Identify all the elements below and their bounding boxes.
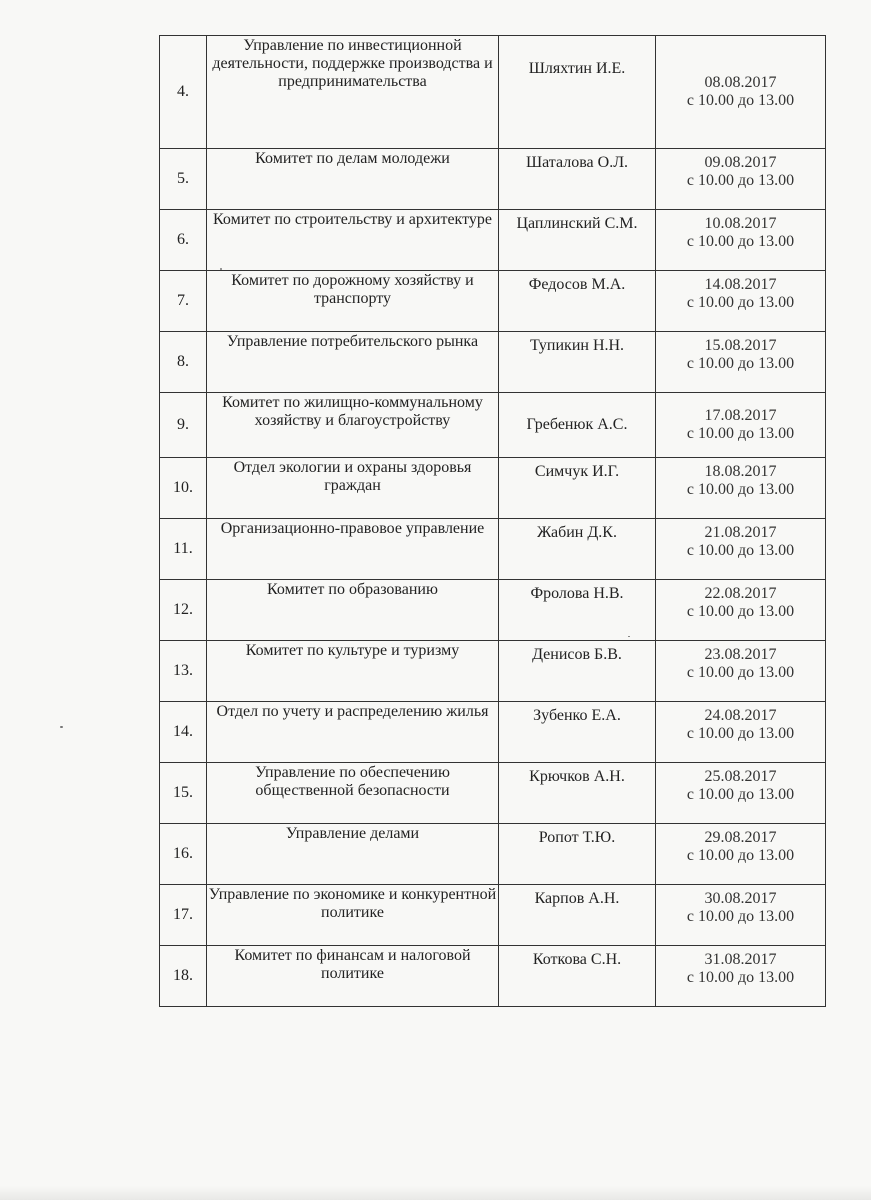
- department-name: Комитет по культуре и туризму: [207, 641, 499, 702]
- department-name: Комитет по финансам и налоговой политике: [207, 946, 499, 1007]
- reception-date: 09.08.2017: [704, 154, 777, 171]
- department-name: Управление по обеспечению общественной безопасности: [207, 763, 499, 824]
- department-name: Отдел по учету и распределению жилья: [207, 702, 499, 763]
- reception-date: 14.08.2017: [704, 276, 777, 293]
- reception-date: 24.08.2017: [704, 707, 777, 724]
- table-row: [160, 271, 826, 332]
- department-name: Комитет по делам молодежи: [207, 149, 499, 210]
- reception-datetime: [656, 393, 826, 458]
- reception-time: с 10.00 до 13.00: [686, 233, 795, 250]
- reception-datetime: [656, 458, 826, 519]
- reception-time: с 10.00 до 13.00: [686, 969, 795, 986]
- reception-datetime: [656, 149, 826, 210]
- scan-speck: [628, 636, 630, 637]
- reception-date: 22.08.2017: [704, 585, 777, 602]
- table-row: [160, 946, 826, 1007]
- scan-speck: [60, 726, 63, 728]
- reception-time: с 10.00 до 13.00: [686, 725, 795, 742]
- row-number: 5.: [160, 149, 207, 210]
- reception-datetime: [656, 885, 826, 946]
- reception-time: с 10.00 до 13.00: [686, 542, 795, 559]
- department-name: Комитет по жилищно-коммунальному хозяйству и благоустройству: [207, 393, 499, 458]
- row-number: 7.: [160, 271, 207, 332]
- reception-datetime: [656, 332, 826, 393]
- reception-time: с 10.00 до 13.00: [686, 294, 795, 311]
- reception-datetime: [656, 36, 826, 149]
- reception-date: 29.08.2017: [704, 829, 777, 846]
- reception-datetime: [656, 210, 826, 271]
- reception-time: с 10.00 до 13.00: [686, 425, 795, 442]
- department-name: Управление по экономике и конкурентной политике: [207, 885, 499, 946]
- responsible-person: Фролова Н.В.: [499, 580, 656, 641]
- table-row: [160, 332, 826, 393]
- responsible-person: Крючков А.Н.: [499, 763, 656, 824]
- row-number: 6.: [160, 210, 207, 271]
- responsible-person: Шаталова О.Л.: [499, 149, 656, 210]
- responsible-person: Зубенко Е.А.: [499, 702, 656, 763]
- reception-date: 21.08.2017: [704, 524, 777, 541]
- reception-date: 31.08.2017: [704, 951, 777, 968]
- reception-time: с 10.00 до 13.00: [686, 92, 795, 109]
- table-row: [160, 149, 826, 210]
- reception-date: 30.08.2017: [704, 890, 777, 907]
- row-number: 14.: [160, 702, 207, 763]
- scan-bottom-edge: [0, 1186, 871, 1200]
- scan-speck: [220, 268, 222, 270]
- table-row: [160, 210, 826, 271]
- department-name: Комитет по строительству и архитектуре: [207, 210, 499, 271]
- row-number: 8.: [160, 332, 207, 393]
- row-number: 11.: [160, 519, 207, 580]
- department-name: Комитет по дорожному хозяйству и транспорту: [207, 271, 499, 332]
- table-row: [160, 641, 826, 702]
- table-row: [160, 36, 826, 149]
- table-row: [160, 393, 826, 458]
- responsible-person: Карпов А.Н.: [499, 885, 656, 946]
- reception-time: с 10.00 до 13.00: [686, 172, 795, 189]
- table-row: [160, 702, 826, 763]
- reception-time: с 10.00 до 13.00: [686, 664, 795, 681]
- reception-datetime: [656, 763, 826, 824]
- reception-date: 17.08.2017: [704, 407, 777, 424]
- reception-datetime: [656, 641, 826, 702]
- department-name: Отдел экологии и охраны здоровья граждан: [207, 458, 499, 519]
- row-number: 17.: [160, 885, 207, 946]
- department-name: Управление потребительского рынка: [207, 332, 499, 393]
- row-number: 18.: [160, 946, 207, 1007]
- responsible-person: Ропот Т.Ю.: [499, 824, 656, 885]
- responsible-person: Цаплинский С.М.: [499, 210, 656, 271]
- reception-datetime: [656, 702, 826, 763]
- row-number: 10.: [160, 458, 207, 519]
- department-name: Организационно-правовое управление: [207, 519, 499, 580]
- reception-date: 23.08.2017: [704, 646, 777, 663]
- responsible-person: Симчук И.Г.: [499, 458, 656, 519]
- row-number: 15.: [160, 763, 207, 824]
- reception-time: с 10.00 до 13.00: [686, 603, 795, 620]
- reception-datetime: [656, 824, 826, 885]
- row-number: 9.: [160, 393, 207, 458]
- department-name: Управление по инвестиционной деятельности, поддержке производства и предпринимательства: [207, 36, 499, 149]
- reception-datetime: [656, 946, 826, 1007]
- reception-time: с 10.00 до 13.00: [686, 908, 795, 925]
- reception-date: 25.08.2017: [704, 768, 777, 785]
- department-name: Управление делами: [207, 824, 499, 885]
- responsible-person: Федосов М.А.: [499, 271, 656, 332]
- reception-schedule-table: [159, 35, 826, 1007]
- reception-time: с 10.00 до 13.00: [686, 481, 795, 498]
- reception-date: 10.08.2017: [704, 215, 777, 232]
- responsible-person: Гребенюк А.С.: [499, 393, 656, 458]
- department-name: Комитет по образованию: [207, 580, 499, 641]
- table-row: [160, 824, 826, 885]
- responsible-person: Денисов Б.В.: [499, 641, 656, 702]
- reception-datetime: [656, 519, 826, 580]
- responsible-person: Тупикин Н.Н.: [499, 332, 656, 393]
- row-number: 16.: [160, 824, 207, 885]
- row-number: 12.: [160, 580, 207, 641]
- reception-datetime: [656, 271, 826, 332]
- reception-date: 15.08.2017: [704, 337, 777, 354]
- responsible-person: Коткова С.Н.: [499, 946, 656, 1007]
- reception-time: с 10.00 до 13.00: [686, 355, 795, 372]
- table-row: [160, 458, 826, 519]
- reception-time: с 10.00 до 13.00: [686, 847, 795, 864]
- table-row: [160, 885, 826, 946]
- reception-date: 18.08.2017: [704, 463, 777, 480]
- table-row: [160, 763, 826, 824]
- responsible-person: Шляхтин И.Е.: [499, 36, 656, 149]
- reception-time: с 10.00 до 13.00: [686, 786, 795, 803]
- responsible-person: Жабин Д.К.: [499, 519, 656, 580]
- reception-datetime: [656, 580, 826, 641]
- reception-date: 08.08.2017: [704, 74, 777, 91]
- row-number: 13.: [160, 641, 207, 702]
- table-row: [160, 580, 826, 641]
- table-row: [160, 519, 826, 580]
- row-number: 4.: [160, 36, 207, 149]
